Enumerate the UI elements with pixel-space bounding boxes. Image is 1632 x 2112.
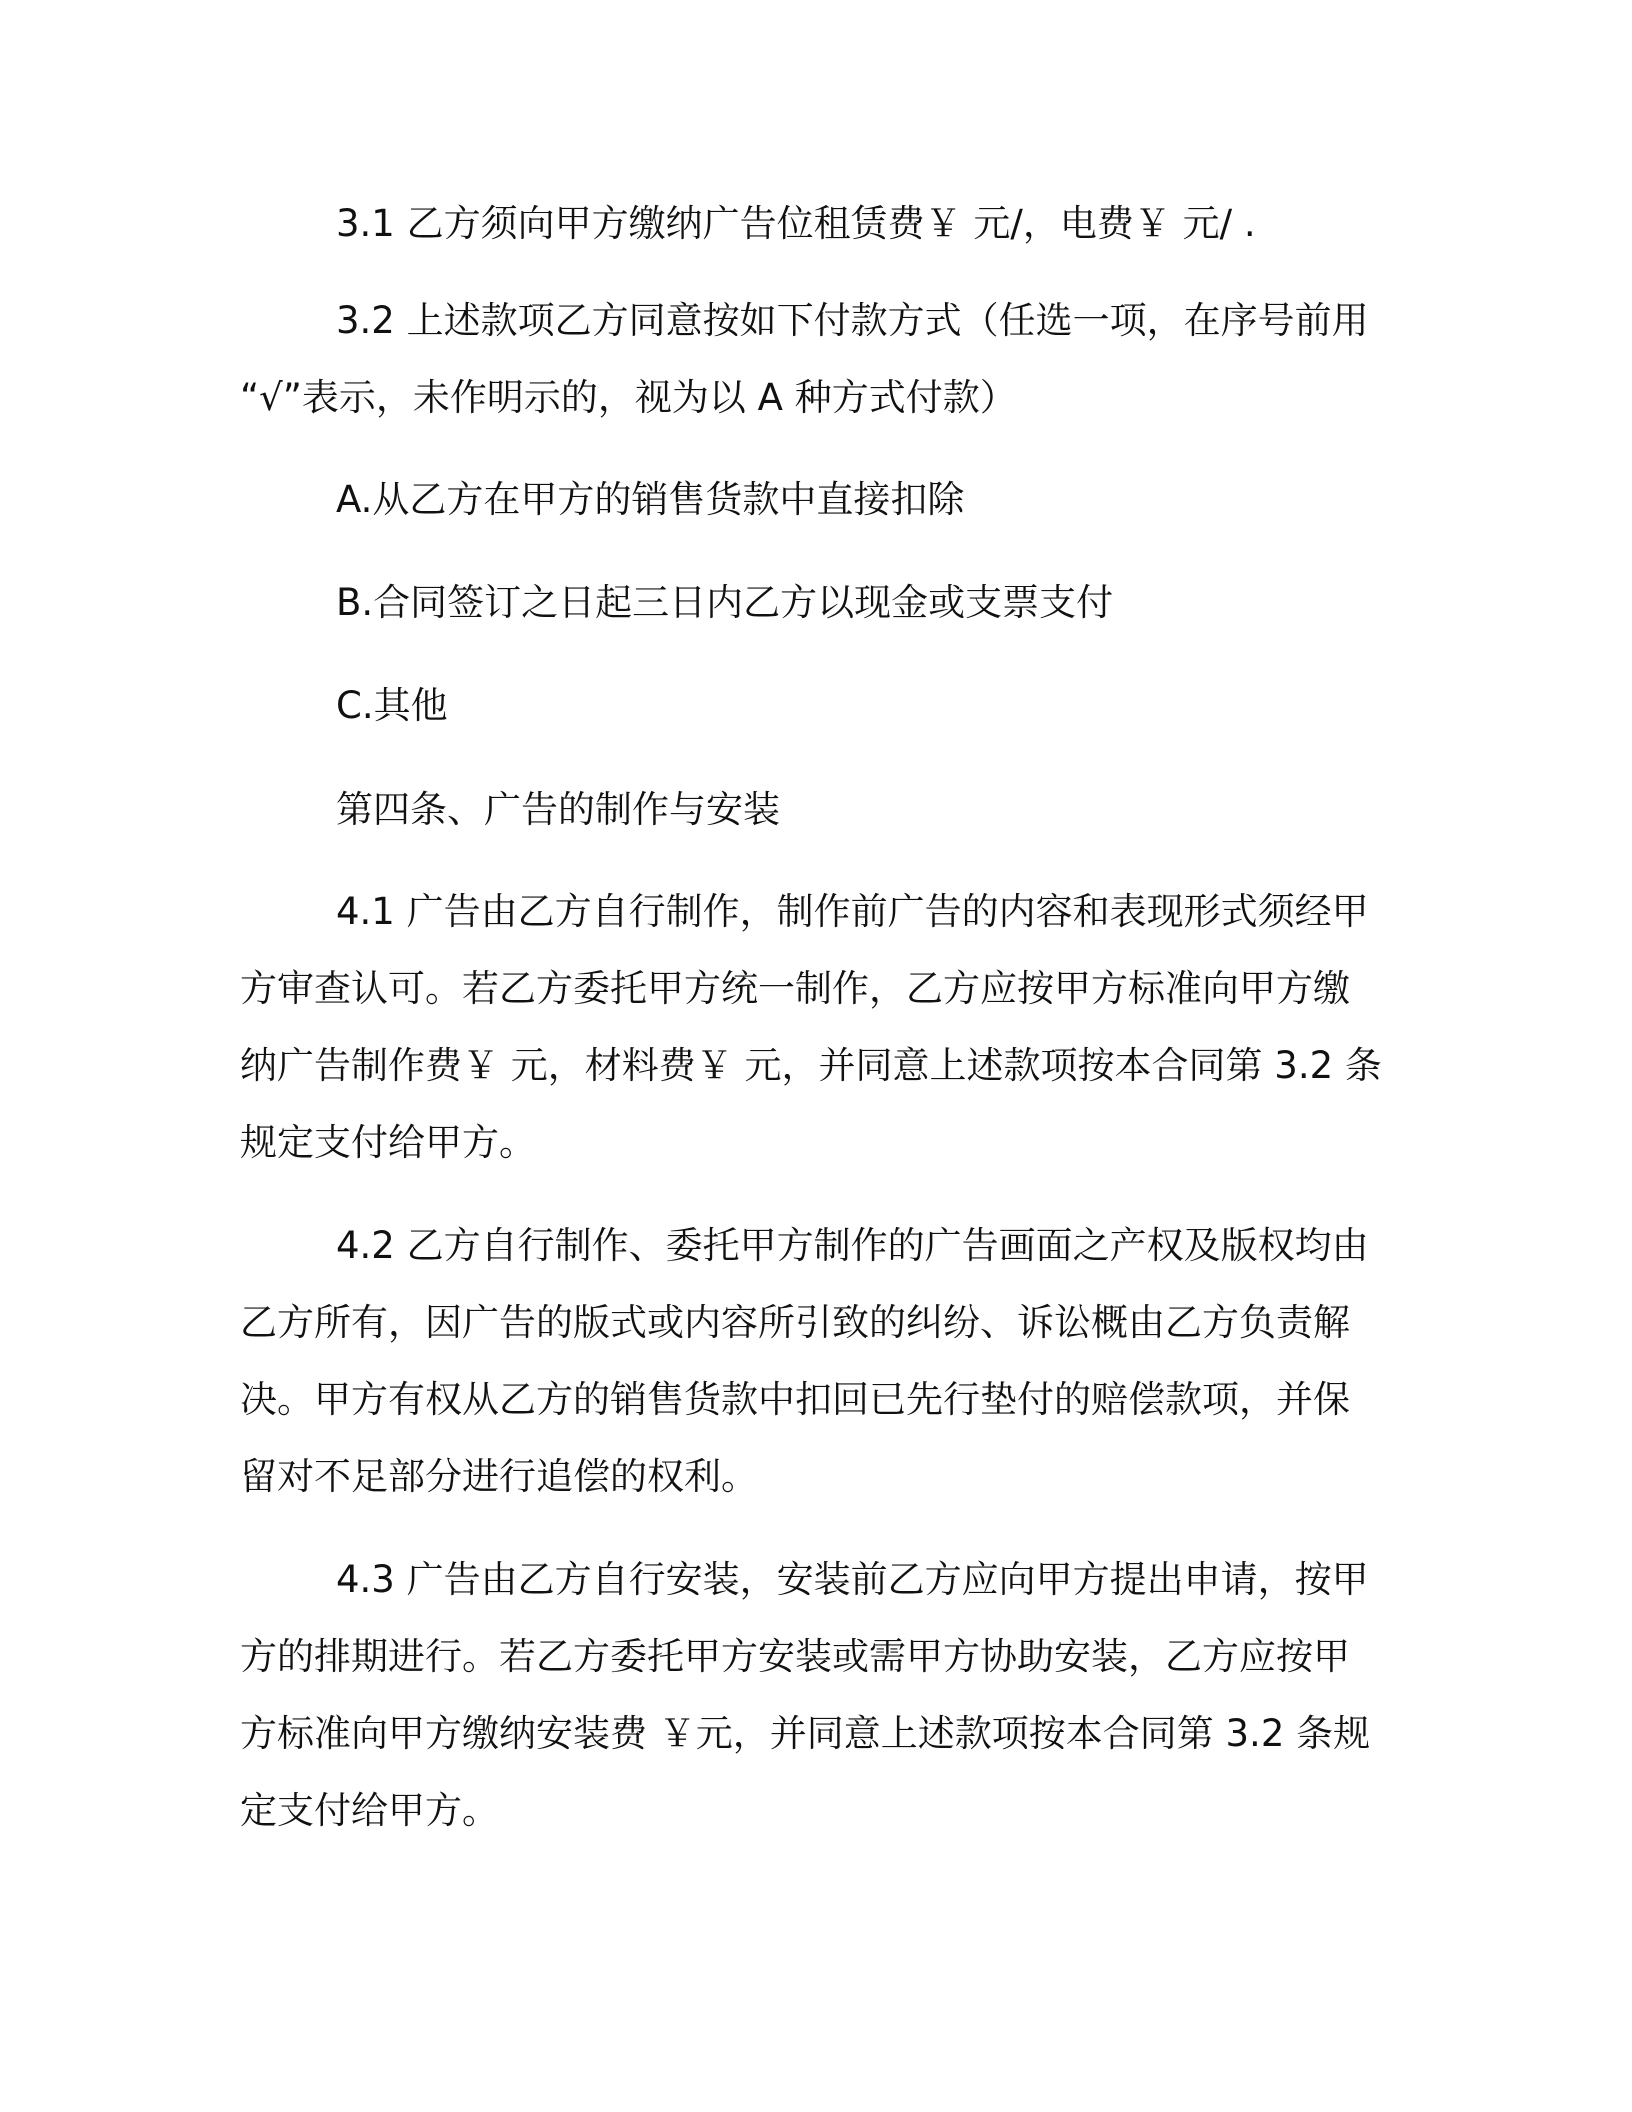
payment-option-c bbox=[240, 684, 1360, 727]
clause-4-2-line-2: 乙方所有，因广告的版式或内容所引致的纠纷、诉讼概由乙方负责解 bbox=[240, 1301, 1350, 1344]
article-4-heading bbox=[240, 788, 1360, 831]
clause-3-1-line: 3.1 乙方须向甲方缴纳广告位租赁费￥ 元/，电费￥ 元/ . bbox=[336, 202, 1256, 245]
clause-4-3-line-2: 方的排期进行。若乙方委托甲方安装或需甲方协助安装，乙方应按甲 bbox=[240, 1635, 1350, 1678]
clause-4-2 bbox=[240, 1224, 1369, 1498]
clause-3-1 bbox=[240, 202, 1360, 245]
clause-4-2-line-4: 留对不足部分进行追偿的权利。 bbox=[240, 1455, 758, 1498]
payment-option-c-line: C.其他 bbox=[336, 684, 448, 727]
clause-4-3-line-1: 4.3 广告由乙方自行安装，安装前乙方应向甲方提出申请，按甲 bbox=[336, 1558, 1369, 1601]
payment-option-b-line: B.合同签订之日起三日内乙方以现金或支票支付 bbox=[336, 581, 1114, 624]
clause-3-2-line-2: “√”表示，未作明示的，视为以 A 种方式付款） bbox=[240, 376, 1017, 419]
clause-4-1-line-2: 方审查认可。若乙方委托甲方统一制作，乙方应按甲方标准向甲方缴 bbox=[240, 967, 1350, 1010]
clause-4-3-line-3: 方标准向甲方缴纳安装费 ￥元，并同意上述款项按本合同第 3.2 条规 bbox=[240, 1712, 1371, 1755]
payment-option-a-line: A.从乙方在甲方的销售货款中直接扣除 bbox=[336, 478, 965, 521]
clause-3-2 bbox=[240, 299, 1369, 419]
clause-4-1-line-1: 4.1 广告由乙方自行制作，制作前广告的内容和表现形式须经甲 bbox=[336, 890, 1369, 933]
article-4-heading-line: 第四条、广告的制作与安装 bbox=[336, 788, 780, 831]
clause-4-3-line-4: 定支付给甲方。 bbox=[240, 1789, 499, 1832]
clause-4-2-line-3: 决。甲方有权从乙方的销售货款中扣回已先行垫付的赔偿款项，并保 bbox=[240, 1378, 1350, 1421]
clause-4-1-line-3: 纳广告制作费￥ 元，材料费￥ 元，并同意上述款项按本合同第 3.2 条 bbox=[240, 1044, 1382, 1087]
payment-option-b bbox=[240, 581, 1360, 624]
clause-4-2-line-1: 4.2 乙方自行制作、委托甲方制作的广告画面之产权及版权均由 bbox=[336, 1224, 1369, 1267]
clause-4-1-line-4: 规定支付给甲方。 bbox=[240, 1121, 536, 1164]
clause-4-3 bbox=[240, 1558, 1371, 1832]
clause-3-2-line-1: 3.2 上述款项乙方同意按如下付款方式（任选一项，在序号前用 bbox=[336, 299, 1369, 342]
clause-4-1 bbox=[240, 890, 1382, 1164]
payment-option-a bbox=[240, 478, 1360, 521]
